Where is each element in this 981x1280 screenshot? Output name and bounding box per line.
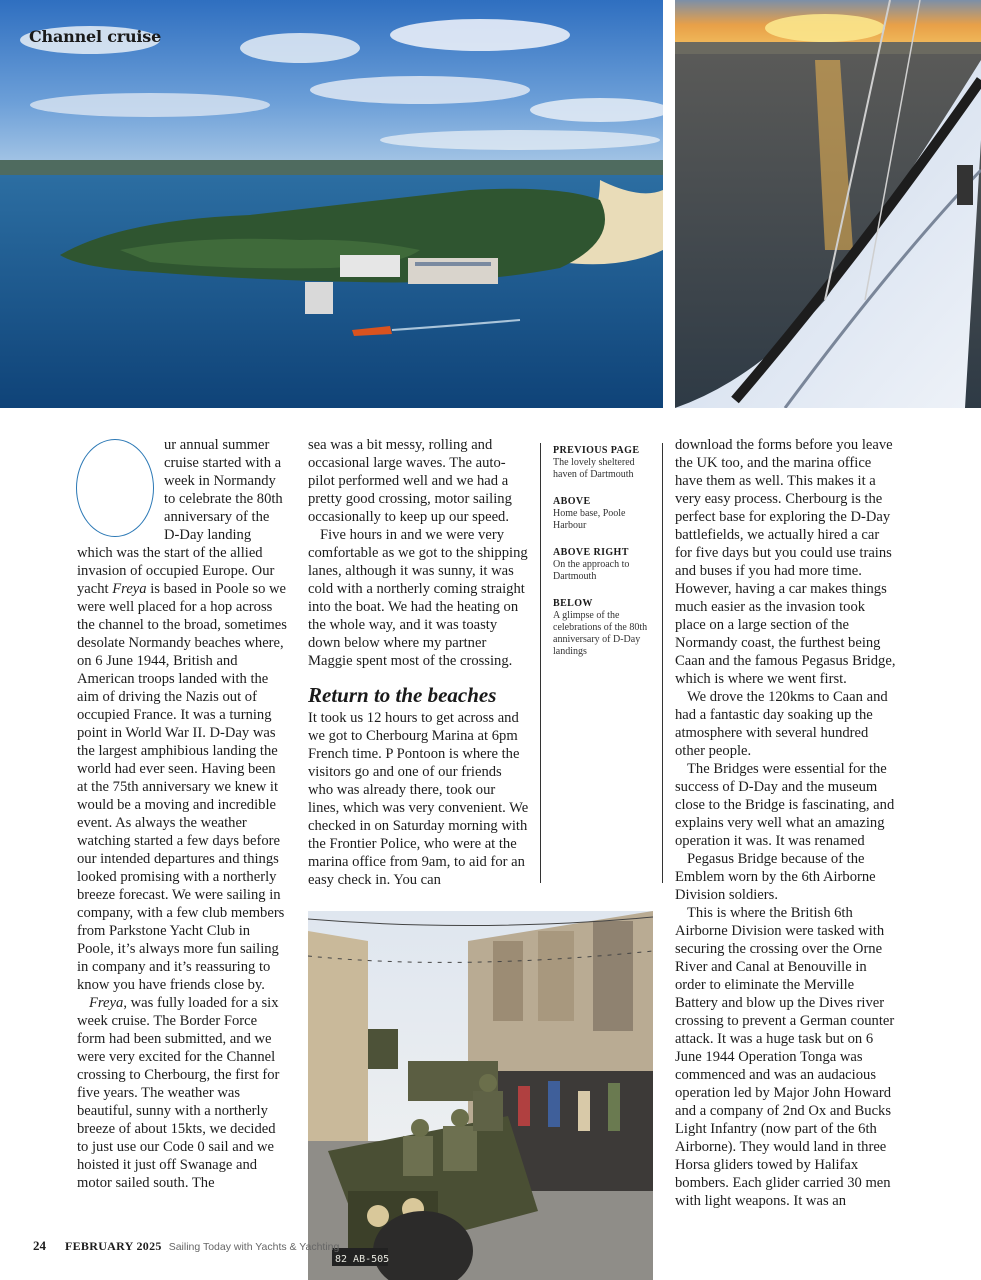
yacht-name: Freya	[112, 581, 147, 597]
caption-heading: PREVIOUS PAGE	[553, 445, 640, 456]
column-divider	[540, 443, 541, 883]
yacht-name: Freya	[89, 995, 124, 1011]
caption-previous-page	[553, 445, 653, 481]
photo-captions	[553, 445, 653, 673]
drop-cap	[76, 439, 154, 537]
caption-text: A glimpse of the celebrations of the 80th anniversary of D-Day landings	[553, 610, 648, 657]
intro-text: ur annual summer cruise started with a week in Normandy to celebrate the 80th anniversary of the D-Day landing which was the start of the allied invasion of occupied Europe. Our yacht	[77, 437, 283, 597]
intro-text-cont: is based in Poole so we were well placed for a hop across the channel to the broad, sometimes desolate Normandy beaches where, on 6 June 1944, British and American troops landed with the aim of driving the Nazis out of occupied France. It was a turning point in World War II. D-Day was the largest amphibious landing the world had ever seen. Having been at the 75th anniversary we knew it would be a moving and incredible event. As always the weather watching started a few days before our intended departures and things looked promising with a northerly breeze forecast. We were sailing in company, with a few club members from Parkstone Yacht Club in Poole, it’s always more fun sailing in company and it’s reassuring to know you have friends close by.	[77, 581, 287, 993]
paragraph: We drove the 120kms to Caan and had a fantastic day soaking up the atmosphere with several hundred other people.	[675, 689, 888, 759]
caption-below	[553, 598, 653, 658]
paragraph: Pegasus Bridge because of the Emblem worn by the 6th Airborne Division soldiers.	[675, 851, 876, 903]
column-divider	[662, 443, 663, 883]
page-number: 24	[33, 1238, 46, 1253]
article-column-2	[308, 436, 530, 889]
caption-text: On the approach to Dartmouth	[553, 559, 630, 582]
poole-harbour-photo	[0, 0, 663, 408]
article-column-4	[675, 436, 897, 1210]
caption-heading: ABOVE RIGHT	[553, 547, 629, 558]
caption-text: The lovely sheltered haven of Dartmouth	[553, 457, 635, 480]
paragraph: It took us 12 hours to get across and we got to Cherbourg Marina at 6pm French time. P Pontoon is where the visitors go and one of our friends who was already there, took our lines, which was very convenient. We checked in on Saturday morning with the Frontier Police, who were at the marina office from 9am, to aid for an easy check in. You can	[308, 710, 529, 888]
page-footer	[33, 1238, 339, 1254]
paragraph: Five hours in and we were very comfortable as we got to the shipping lanes, although it was sunny, it was cold with a northerly coming straight into the boat. We had the heating on the whole way, and it was toasty down below where my partner Maggie spent most of the crossing.	[308, 527, 528, 669]
caption-heading: ABOVE	[553, 496, 591, 507]
caption-above	[553, 496, 653, 532]
paragraph: , was fully loaded for a six week cruise. The Border Force form had been submitted, and we were very excited for the Channel crossing to Cherbourg, the first for five years. The weather was beautiful, sunny with a northerly breeze of about 15kts, we decided to just use our Code 0 sail and we hoisted it just off Swanage and motor sailed south. The	[77, 995, 280, 1191]
issue-month: FEBRUARY 2025	[65, 1239, 162, 1253]
caption-above-right	[553, 547, 653, 583]
jeep-plate-text: 82 AB-505	[335, 1254, 390, 1265]
caption-heading: BELOW	[553, 598, 593, 609]
dday-celebration-photo	[308, 911, 653, 1280]
article-column-1	[77, 436, 287, 1192]
paragraph: download the forms before you leave the UK too, and the marina office have them as well. This makes it a very easy process. Cherbourg is the perfect base for exploring the D-Day battlefields, we actually hired a car for five days but you could use trains and buses if you had more time. However, having a car makes things much easier as the invasion took place on a large section of the Normandy coast, the furthest being Caan and the famous Pegasus Bridge, which is where we went first.	[675, 437, 896, 687]
dartmouth-approach-photo	[675, 0, 981, 408]
paragraph: This is where the British 6th Airborne Division were tasked with securing the crossing over the Orne River and Canal at Benouville in order to eliminate the Merville Battery and blow up the Dives river crossing to prevent a German counter attack. It was a huge task but on 6 June 1944 Operation Tonga was commenced and was an audacious operation led by Major John Howard and a company of 2nd Ox and Bucks Light Infantry (now part of the 6th Airborne). They would land in three Horsa gliders towed by Halifax bombers. Each glider carried 30 men with light weapons. It was an	[675, 905, 895, 1209]
magazine-title: Sailing Today with Yachts & Yachting	[168, 1241, 340, 1253]
paragraph: sea was a bit messy, rolling and occasional large waves. The auto-pilot performed well and we had a pretty good crossing, motor sailing occasionally to keep up our speed.	[308, 437, 512, 525]
caption-text: Home base, Poole Harbour	[553, 508, 626, 531]
section-label: Channel cruise	[29, 27, 162, 46]
subheading: Return to the beaches	[308, 683, 497, 707]
paragraph: The Bridges were essential for the success of D-Day and the museum close to the Bridge is fascinating, and explains very well what an amazing operation it was. It was renamed	[675, 761, 895, 849]
